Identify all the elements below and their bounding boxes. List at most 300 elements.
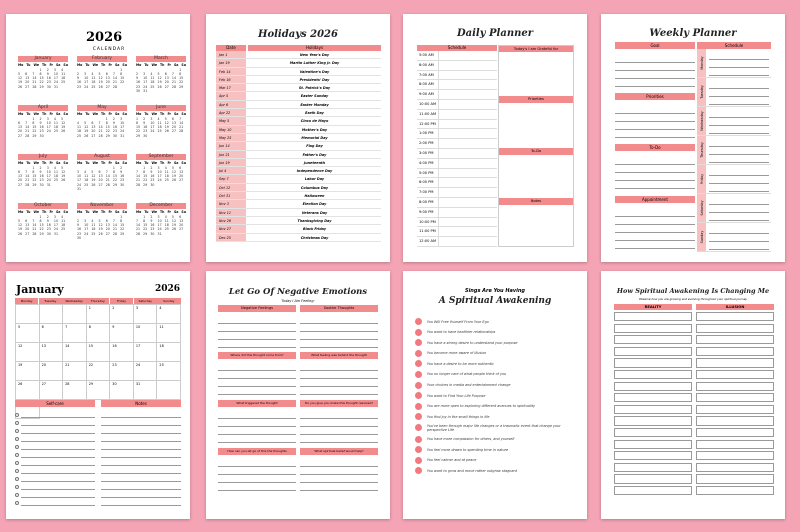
priorities-header: Priorities [499,96,573,103]
reflection-box [614,382,692,391]
time-slot [439,120,497,129]
day: 7 [179,116,182,121]
selfcare-list [15,410,95,506]
weekday: Sa [173,63,179,67]
day: 28 [25,133,30,138]
day: 26 [61,178,66,183]
writing-line [615,217,695,225]
sign-text: You become more aware of illusion [427,351,487,356]
day: 6 [164,71,167,76]
checkbox-circle [15,429,19,433]
day: 6 [171,116,174,121]
day: 30 [46,231,51,236]
writing-line [709,60,769,68]
holidays-page [206,14,390,262]
reflection-box [614,463,692,472]
holiday-name: Election Day [302,202,327,207]
notes-lines [101,410,181,508]
day: 17 [46,174,51,179]
weekday: Fr [167,210,171,214]
day: 19 [98,227,103,232]
weekday: We [92,210,99,214]
writing-line [218,363,296,371]
day: 2 [46,67,49,72]
weekday: We [151,210,158,214]
writing-line [101,458,181,466]
time-slot [439,149,497,158]
jan-day: 23 [110,362,134,381]
holiday-name: Presidents' Day [299,77,330,82]
holiday-date: Jun 14 [216,142,246,149]
month-name: April [18,105,68,111]
reflection-box [696,358,774,367]
emotions-page [206,271,390,519]
col-date: Date [216,45,246,51]
time-label: 11:00 PM [417,227,439,236]
sign-text: You've been through major life changes or a traumatic event that change your perspective Life [427,423,561,432]
writing-line [218,332,296,340]
time-slot [439,61,497,70]
time-label: 10:00 AM [417,100,439,109]
day: 5 [84,120,87,125]
day: 10 [53,218,58,223]
day: 16 [46,223,51,228]
time-slot [439,218,497,227]
day: 4 [164,214,167,219]
sign-text: You have a desire to be more authentic [427,361,494,366]
reflection-box [614,335,692,344]
weekday: Fr [108,210,112,214]
writing-line [615,63,695,71]
day: 10 [46,169,51,174]
reflection-box [614,370,692,379]
writing-line [615,122,695,130]
weekday: Tu [26,161,31,165]
day: 24 [84,84,89,89]
month-name: June [136,105,186,111]
day: 18 [53,174,58,179]
day: 27 [18,133,23,138]
day: 8 [105,120,108,125]
weekday: Tu [85,112,90,116]
sign-item [415,457,580,464]
day: 22 [105,129,110,134]
weekday: Mo [77,161,83,165]
weekday: Su [63,63,68,67]
jan-day: 4 [157,305,181,324]
day: 20 [18,129,23,134]
writing-line [615,173,695,181]
weekday: Mo [77,112,83,116]
reflection-box [696,347,774,356]
weekday-header [18,112,68,116]
writing-line [709,52,769,60]
day: 16 [150,223,155,228]
day: 13 [25,223,30,228]
holiday-name: Easter Monday [300,102,329,107]
q5-header: How can you let go of this the thoughts [218,448,296,455]
day: 19 [61,174,66,179]
schedule-header: Schedule [697,42,771,49]
holidays-table [216,45,381,242]
month-block [77,56,127,89]
day: 27 [25,84,30,89]
day: 17 [77,178,82,183]
day: 23 [39,178,44,183]
weekday-header [136,161,186,165]
holidays-title: Holidays 2026 [258,29,338,40]
day: 2 [120,165,123,170]
day: 5 [171,214,174,219]
day: 3 [150,116,153,121]
jan-weekday: Friday [110,298,133,304]
writing-line [218,371,296,379]
day: 14 [32,76,37,81]
day: 29 [143,182,148,187]
day: 6 [98,169,101,174]
day: 25 [53,178,58,183]
time-label: 5:00 AM [417,51,439,60]
day: 13 [179,218,184,223]
day: 16 [143,125,148,130]
holiday-row [216,217,381,225]
day: 21 [32,80,37,85]
q1-lines [218,359,296,400]
day: 9 [77,76,80,81]
day: 20 [179,174,184,179]
day: 30 [77,236,82,241]
feeling-label: Today I Am Feeling: [281,299,315,303]
time-row [417,120,497,130]
bullet-dot [415,329,422,336]
day: 4 [150,71,153,76]
weekday: We [92,63,99,67]
day: 18 [164,174,169,179]
weekday: Th [160,161,165,165]
weekday: Mo [77,210,83,214]
checkbox-circle [15,501,19,505]
day: 13 [91,125,96,130]
weekday: We [151,161,158,165]
day: 29 [39,231,44,236]
reflection-box [614,324,692,333]
day: 4 [61,214,64,219]
jan-day: 30 [110,381,134,400]
day: 2 [46,214,49,219]
weekday-text: Friday [699,173,704,185]
day: 19 [164,125,169,130]
day: 12 [164,120,169,125]
day: 1 [143,165,146,170]
january-weekdays [15,298,181,304]
day: 14 [112,223,117,228]
day: 19 [157,80,162,85]
day: 11 [157,120,162,125]
time-label: 6:00 AM [417,61,439,70]
time-row [417,100,497,110]
time-label: 11:00 AM [417,110,439,119]
day: 25 [61,227,66,232]
sign-item [415,424,580,432]
writing-line [300,459,378,467]
writing-line [300,467,378,475]
day: 17 [84,80,89,85]
day: 18 [77,129,82,134]
day: 19 [61,125,66,130]
day: 30 [143,133,148,138]
weekday: Th [42,112,47,116]
day: 31 [120,133,125,138]
day: 26 [98,231,103,236]
day: 29 [32,182,37,187]
weekday: Su [122,161,127,165]
weekday: Th [101,210,106,214]
selfcare-item [15,498,95,506]
time-row [417,149,497,159]
weekday: Fr [108,112,112,116]
day: 18 [53,125,58,130]
reflection-box [696,416,774,425]
holiday-name: Cinco de Mayo [300,119,329,124]
day: 9 [136,76,139,81]
day: 17 [120,125,125,130]
weekday-text: Sunday [699,230,704,244]
reflection-box [696,370,774,379]
checkbox-circle [15,453,19,457]
day: 17 [46,125,51,130]
holiday-row [216,167,381,175]
day: 14 [25,174,30,179]
time-row [417,169,497,179]
time-row [417,110,497,120]
writing-line [709,168,769,176]
month-block [136,203,186,236]
yearly-calendar-page [6,14,190,262]
writing-line [709,155,769,163]
writing-line [21,433,95,434]
day: 27 [18,182,23,187]
holiday-name: Martin Luther King Jr. Day [289,61,340,66]
day: 29 [136,133,141,138]
holiday-date: Apr 6 [216,101,246,108]
day: 11 [150,76,155,81]
day: 23 [46,227,51,232]
day: 30 [150,231,155,236]
writing-line [218,419,296,427]
day: 12 [98,76,103,81]
day: 12 [18,76,23,81]
writing-line [21,497,95,498]
january-page [6,271,190,519]
weekday-label [697,107,706,135]
selfcare-item [15,434,95,442]
day: 1 [136,116,139,121]
writing-line [615,181,695,189]
time-label: 7:00 AM [417,71,439,80]
writing-line [709,147,769,155]
holiday-name: Juneteenth [303,160,326,165]
sign-item [415,318,580,325]
time-slot [439,198,497,207]
day: 16 [39,125,44,130]
sign-item [415,360,580,367]
day: 24 [46,178,51,183]
day-grid [18,68,68,89]
weekday: Fr [108,63,112,67]
q6-lines [300,455,378,495]
q2-lines [300,359,378,400]
day: 25 [164,178,169,183]
day: 26 [157,84,162,89]
calendar-year: 2026 [86,30,123,45]
weekday: Mo [136,161,142,165]
time-slot [439,129,497,138]
weekday: We [33,63,40,67]
reflection-box [696,463,774,472]
day: 2 [150,214,153,219]
day: 24 [53,80,58,85]
weekday-text: Tuesday [699,85,704,99]
day: 8 [136,120,139,125]
weekly-title: Weekly Planner [649,28,737,39]
time-label: 10:00 PM [417,218,439,227]
weekday: Mo [77,63,83,67]
month-block [136,154,186,187]
day: 30 [120,182,125,187]
reflection-box [614,358,692,367]
jan-day: 6 [40,324,64,343]
day: 24 [77,182,82,187]
holiday-date: Sep 7 [216,175,246,182]
bullet-dot [415,467,422,474]
day: 2 [136,71,139,76]
day: 17 [157,174,162,179]
day: 12 [18,223,23,228]
jan-weekday: Tuesday [39,298,62,304]
writing-line [300,324,378,332]
day: 15 [39,223,44,228]
day: 2 [77,218,80,223]
day: 15 [136,125,141,130]
bullet-dot [415,371,422,378]
sign-item [415,350,580,357]
q2-header: What feeling was behind the thought [300,352,378,359]
day: 17 [53,223,58,228]
day: 22 [143,178,148,183]
day: 28 [112,231,117,236]
weekday: We [33,210,40,214]
time-label: 5:00 PM [417,169,439,178]
month-name: January [18,56,68,62]
day: 2 [77,71,80,76]
day: 3 [120,116,123,121]
sign-text: You no longer care of what people think of you [427,372,507,377]
day: 27 [25,231,30,236]
weekday-header [136,210,186,214]
day-grid [77,68,127,89]
writing-line [101,426,181,434]
weekday: Sa [55,112,61,116]
time-slot [439,80,497,89]
day: 22 [136,129,141,134]
day: 14 [98,125,103,130]
day: 1 [143,214,146,219]
checkbox-circle [15,437,19,441]
reflection-box [614,405,692,414]
writing-line [21,441,95,442]
holiday-name: Mother's Day [301,127,328,132]
day: 15 [32,174,37,179]
emotions-title: Let Go Of Negative Emotions [228,287,368,297]
day: 9 [39,169,42,174]
day: 13 [105,223,110,228]
bullet-dot [415,339,422,346]
day: 3 [77,169,80,174]
sign-text: You want to Find Your Life Purpose [427,393,486,398]
day: 10 [53,71,58,76]
writing-line [218,467,296,475]
weekday: Tu [144,161,149,165]
day: 27 [171,129,176,134]
writing-line [101,466,181,474]
time-label: 8:00 AM [417,80,439,89]
day: 5 [18,218,21,223]
day: 27 [179,178,184,183]
sign-text: You have more compassion for others, and yourself [427,437,515,442]
month-name: July [18,154,68,160]
holiday-row [216,175,381,183]
day: 28 [171,84,176,89]
q4-header: Do you give you make this thought resolved? [300,400,378,407]
bullet-dot [415,436,422,443]
holiday-date: May 10 [216,126,246,133]
writing-line [615,157,695,165]
day: 14 [136,223,141,228]
day: 9 [46,218,49,223]
day: 3 [84,218,87,223]
writing-line [101,450,181,458]
jan-day: 17 [134,343,158,362]
day: 4 [53,116,56,121]
sign-text: You have a strong desire to understand your purpose [427,340,518,345]
holiday-date: Jun 21 [216,151,246,158]
day: 29 [120,231,125,236]
day: 20 [18,178,23,183]
day: 9 [150,169,153,174]
day: 8 [179,71,182,76]
day: 12 [157,76,162,81]
day: 14 [32,223,37,228]
jan-day: 21 [63,362,87,381]
holiday-date: Apr 22 [216,109,246,116]
day: 20 [179,223,184,228]
day: 24 [150,129,155,134]
checkbox-circle [15,493,19,497]
day: 5 [157,71,160,76]
writing-line [300,379,378,387]
time-row [417,227,497,237]
sign-item [415,371,580,378]
checkbox-circle [15,477,19,481]
holiday-name: Memorial Day [301,135,328,140]
right-column [498,45,574,247]
day: 18 [150,80,155,85]
day: 13 [179,169,184,174]
day: 5 [61,165,64,170]
writing-line [218,387,296,395]
bullet-dot [415,413,422,420]
q3-header: What triggered the thought [218,400,296,407]
